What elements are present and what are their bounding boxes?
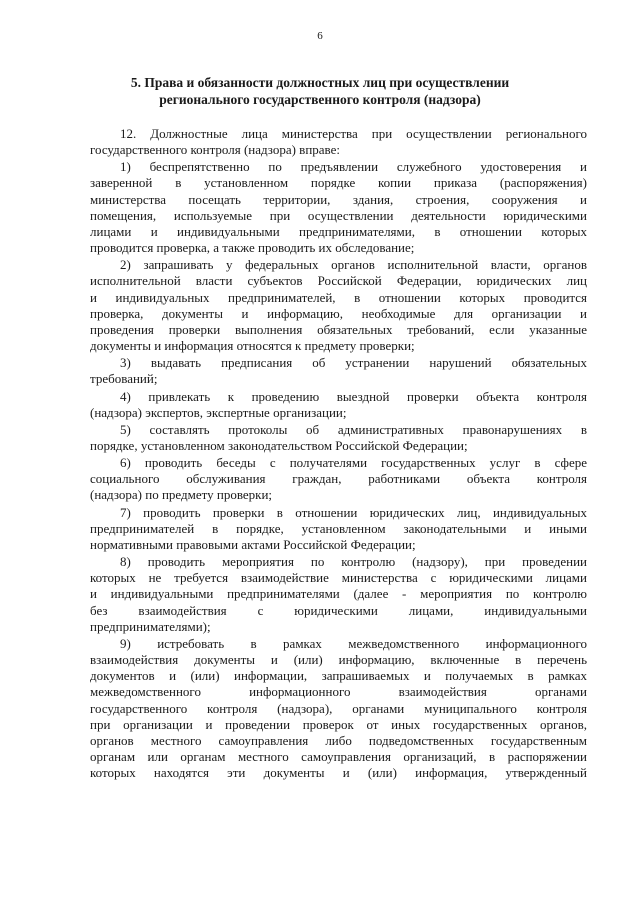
- page-number: 6: [317, 30, 323, 42]
- section-heading: [90, 74, 550, 108]
- text-line: социального обслуживания граждан, работниками объекта контроля: [90, 471, 587, 487]
- text-line: документов и (или) информации, запрашиваемых и получаемых в рамках: [90, 668, 587, 684]
- text-line: государственного контроля (надзора), органами муниципального контроля: [90, 700, 587, 716]
- paragraph: [90, 455, 587, 504]
- text-line: органов местного самоуправления либо подведомственных государственным: [90, 732, 587, 748]
- text-line: 8) проводить мероприятия по контролю (надзору), при проведении: [120, 554, 587, 569]
- text-line: проводится проверка, а также проводить их обследование;: [90, 240, 415, 256]
- text-line: 12. Должностные лица министерства при осуществлении регионального: [120, 126, 587, 141]
- text-line: которых не требуется взаимодействие министерства с юридическими лицами: [90, 570, 587, 586]
- text-line: 6) проводить беседы с получателями государственных услуг в сфере: [120, 455, 587, 471]
- text-line: при организации и проведении проверок от иных государственных органов,: [90, 716, 587, 732]
- text-line: документы и информация относятся к предмету проверки;: [90, 338, 415, 354]
- text-line: 9) истребовать в рамках межведомственного информационного: [120, 635, 587, 651]
- paragraph: [90, 355, 587, 387]
- text-line: (надзора) экспертов, экспертные организации;: [90, 404, 347, 420]
- text-line: и индивидуальными предпринимателями (далее - мероприятия по контролю: [90, 586, 587, 602]
- paragraph: [90, 389, 587, 421]
- text-line: проведения проверки выполнения обязательных требований, если указанные: [90, 322, 587, 338]
- text-line: межведомственного информационного взаимодействия органами: [90, 684, 587, 700]
- text-line: порядке, установленном законодательством Российской Федерации;: [90, 438, 468, 454]
- text-line: 3) выдавать предписания об устранении нарушений обязательных: [120, 355, 587, 371]
- text-line: 4) привлекать к проведению выездной проверки объекта контроля: [120, 388, 587, 404]
- text-line: 7) проводить проверки в отношении юридических лиц, индивидуальных: [120, 504, 587, 520]
- text-line: без взаимодействия с юридическими лицами, индивидуальными: [90, 602, 587, 618]
- text-line: заверенной в установленном порядке копии приказа (распоряжения): [90, 175, 587, 191]
- paragraph: [90, 159, 587, 256]
- text-line: государственного контроля (надзора) вправе:: [90, 142, 340, 158]
- text-line: предпринимателями);: [90, 618, 211, 634]
- text-line: лицами и индивидуальными предпринимателями, в отношении которых: [90, 224, 587, 240]
- text-line: нормативными правовыми актами Российской Федерации;: [90, 536, 416, 552]
- text-line: 1) беспрепятственно по предъявлении служебного удостоверения и: [120, 159, 587, 175]
- text-line: которых находятся эти документы и (или) информация, утвержденный: [90, 765, 587, 781]
- document-body: [90, 126, 587, 782]
- paragraph: [90, 257, 587, 354]
- section-heading-line-1: 5. Права и обязанности должностных лиц при осуществлении: [130, 75, 510, 90]
- text-line: министерства посещать территории, здания, строения, сооружения и: [90, 191, 587, 207]
- text-line: проверка, документы и информацию, необходимые для организации и: [90, 305, 587, 321]
- text-line: 2) запрашивать у федеральных органов исполнительной власти, органов: [120, 257, 587, 273]
- paragraph: [90, 554, 587, 635]
- text-line: (надзора) по предмету проверки;: [90, 487, 273, 503]
- text-line: предпринимателей в порядке, установленном законодательными и иными: [90, 520, 587, 536]
- text-line: помещения, используемые при осуществлении деятельности юридическими: [90, 207, 587, 223]
- paragraph: [90, 422, 587, 454]
- text-line: исполнительной власти субъектов Российской Федерации, юридических лиц: [90, 273, 587, 289]
- text-line: и индивидуальных предпринимателей, в отношении которых проводится: [90, 289, 587, 305]
- text-line: взаимодействия документы и (или) информацию, включенные в перечень: [90, 652, 587, 668]
- section-heading-line-2: регионального государственного контроля (надзора): [159, 92, 481, 107]
- paragraph: [90, 505, 587, 554]
- text-line: требований;: [90, 371, 158, 387]
- paragraph: [90, 126, 587, 158]
- paragraph: [90, 636, 587, 782]
- text-line: органам или органам местного самоуправления организаций, в распоряжении: [90, 749, 587, 765]
- text-line: 5) составлять протоколы об административных правонарушениях в: [120, 421, 587, 437]
